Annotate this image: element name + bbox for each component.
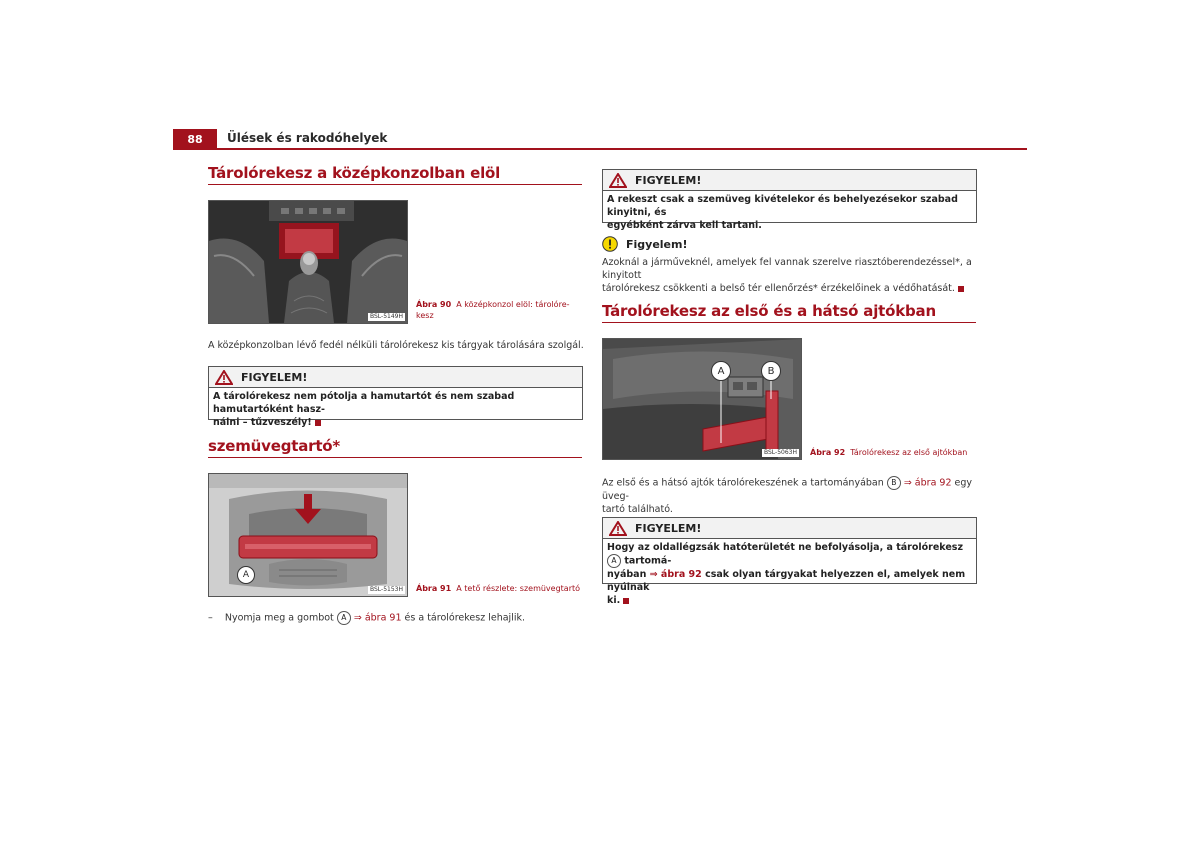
figure-reference-link[interactable]: ⇒ ábra 92 xyxy=(903,477,952,489)
figure-91-caption xyxy=(416,583,586,594)
chapter-title: Ülések és rakodóhelyek xyxy=(227,131,388,145)
warning-triangle-icon xyxy=(609,521,627,536)
warning-header xyxy=(603,518,976,539)
section3-paragraph xyxy=(602,476,992,516)
caution-header xyxy=(602,236,688,252)
warning-text xyxy=(209,388,582,432)
section-rule xyxy=(602,322,976,323)
warning-box-ashtray xyxy=(208,366,583,428)
caution-exclamation-icon xyxy=(602,236,618,252)
caption-text: A tető részlete: szemüvegtartó xyxy=(456,584,581,593)
figure-92-image xyxy=(602,338,802,460)
header-rule xyxy=(173,148,1027,150)
section-title-glasses-holder: szemüvegtartó* xyxy=(208,437,341,455)
figure-90-caption xyxy=(416,299,581,321)
figure-reference-link[interactable]: ⇒ ábra 91 xyxy=(353,612,402,624)
warning-text xyxy=(603,191,976,235)
caution-line1: Azoknál a járműveknél, amelyek fel vannak szerelve riasztóberendezéssel*, a kinyitott xyxy=(602,257,972,281)
caption-text: Tárolórekesz az első ajtókban xyxy=(850,448,968,457)
figure-reference-link[interactable]: ⇒ ábra 92 xyxy=(649,569,702,580)
step-instruction xyxy=(208,611,588,625)
para-line2: tartó található. xyxy=(602,504,673,515)
marker-a-inline: A xyxy=(337,611,351,625)
figure-label: Ábra 92 xyxy=(810,448,846,457)
figure-label: Ábra 90 xyxy=(416,300,452,309)
section-rule xyxy=(208,457,582,458)
warning-line2: nálni – tűzveszély! xyxy=(213,417,312,428)
warning-text xyxy=(603,539,976,610)
step-dash: – xyxy=(208,612,213,624)
caution-title: Figyelem! xyxy=(626,237,688,251)
door-storage-illustration xyxy=(603,339,801,459)
section1-paragraph: A középkonzolban lévő fedél nélküli tárolórekesz kis tárgyak tárolására szolgál. xyxy=(208,340,584,351)
warning-line1: A rekeszt csak a szemüveg kivételekor és behelyezésekor szabad kinyitni, és xyxy=(607,194,958,218)
warning-line2-after: csak olyan tárgyakat helyezzen el, amelyek nem nyúlnak xyxy=(607,569,966,593)
marker-a: A xyxy=(237,566,255,584)
warning-triangle-icon xyxy=(609,173,627,188)
marker-a: A xyxy=(711,361,731,381)
para-text-before: Az első és a hátsó ajtók tárolórekeszének a tartományában xyxy=(602,477,884,489)
end-mark-icon xyxy=(623,598,629,604)
figure-91-image xyxy=(208,473,408,597)
para-text-after: egy üveg- xyxy=(602,477,973,502)
warning-triangle-icon xyxy=(215,370,233,385)
step-text-before: Nyomja meg a gombot xyxy=(224,612,334,624)
warning-line2-before: nyában xyxy=(607,569,647,580)
figure-code: BSL-5149H xyxy=(369,313,403,320)
marker-b: B xyxy=(761,361,781,381)
marker-b-inline: B xyxy=(887,476,901,490)
section-title-door-storage: Tárolórekesz az első és a hátsó ajtókban xyxy=(602,302,936,320)
caption-line1: A középkonzol elöl: tárolóre- xyxy=(456,300,570,309)
warning-line2: egyébként zárva kell tartani. xyxy=(607,220,762,231)
warning-title: FIGYELEM! xyxy=(241,370,308,384)
section-rule xyxy=(208,184,582,185)
warning-line1: A tárolórekesz nem pótolja a hamutartót és nem szabad hamutartóként hasz- xyxy=(213,391,515,415)
figure-code: BSL-5153H xyxy=(369,586,403,593)
warning-header xyxy=(603,170,976,191)
section-title-center-console: Tárolórekesz a középkonzolban elöl xyxy=(208,164,501,182)
figure-label: Ábra 91 xyxy=(416,584,452,593)
warning-title: FIGYELEM! xyxy=(635,521,702,535)
figure-code: BSL-5063H xyxy=(763,449,797,456)
caution-text xyxy=(602,256,987,295)
caution-line2: tárolórekesz csökkenti a belső tér ellenőrzés* érzékelőinek a védőhatását. xyxy=(602,283,955,294)
end-mark-icon xyxy=(315,420,321,426)
center-console-illustration xyxy=(209,201,407,323)
end-mark-icon xyxy=(958,286,964,292)
warning-box-airbag xyxy=(602,517,977,606)
warning-line1-before: Hogy az oldallégzsák hatóterületét ne befolyásolja, a tárolórekesz xyxy=(607,542,963,553)
warning-line1-after: tartomá- xyxy=(624,555,672,567)
warning-line3: ki. xyxy=(607,595,621,606)
figure-90-image xyxy=(208,200,408,324)
marker-a-inline: A xyxy=(607,554,621,568)
step-text-after: és a tárolórekesz lehajlik. xyxy=(404,612,525,624)
caption-line2: kesz xyxy=(416,311,434,320)
figure-92-caption xyxy=(810,447,980,458)
warning-box-glasses xyxy=(602,169,977,231)
page-number: 88 xyxy=(173,129,217,149)
warning-header xyxy=(209,367,582,388)
warning-title: FIGYELEM! xyxy=(635,173,702,187)
